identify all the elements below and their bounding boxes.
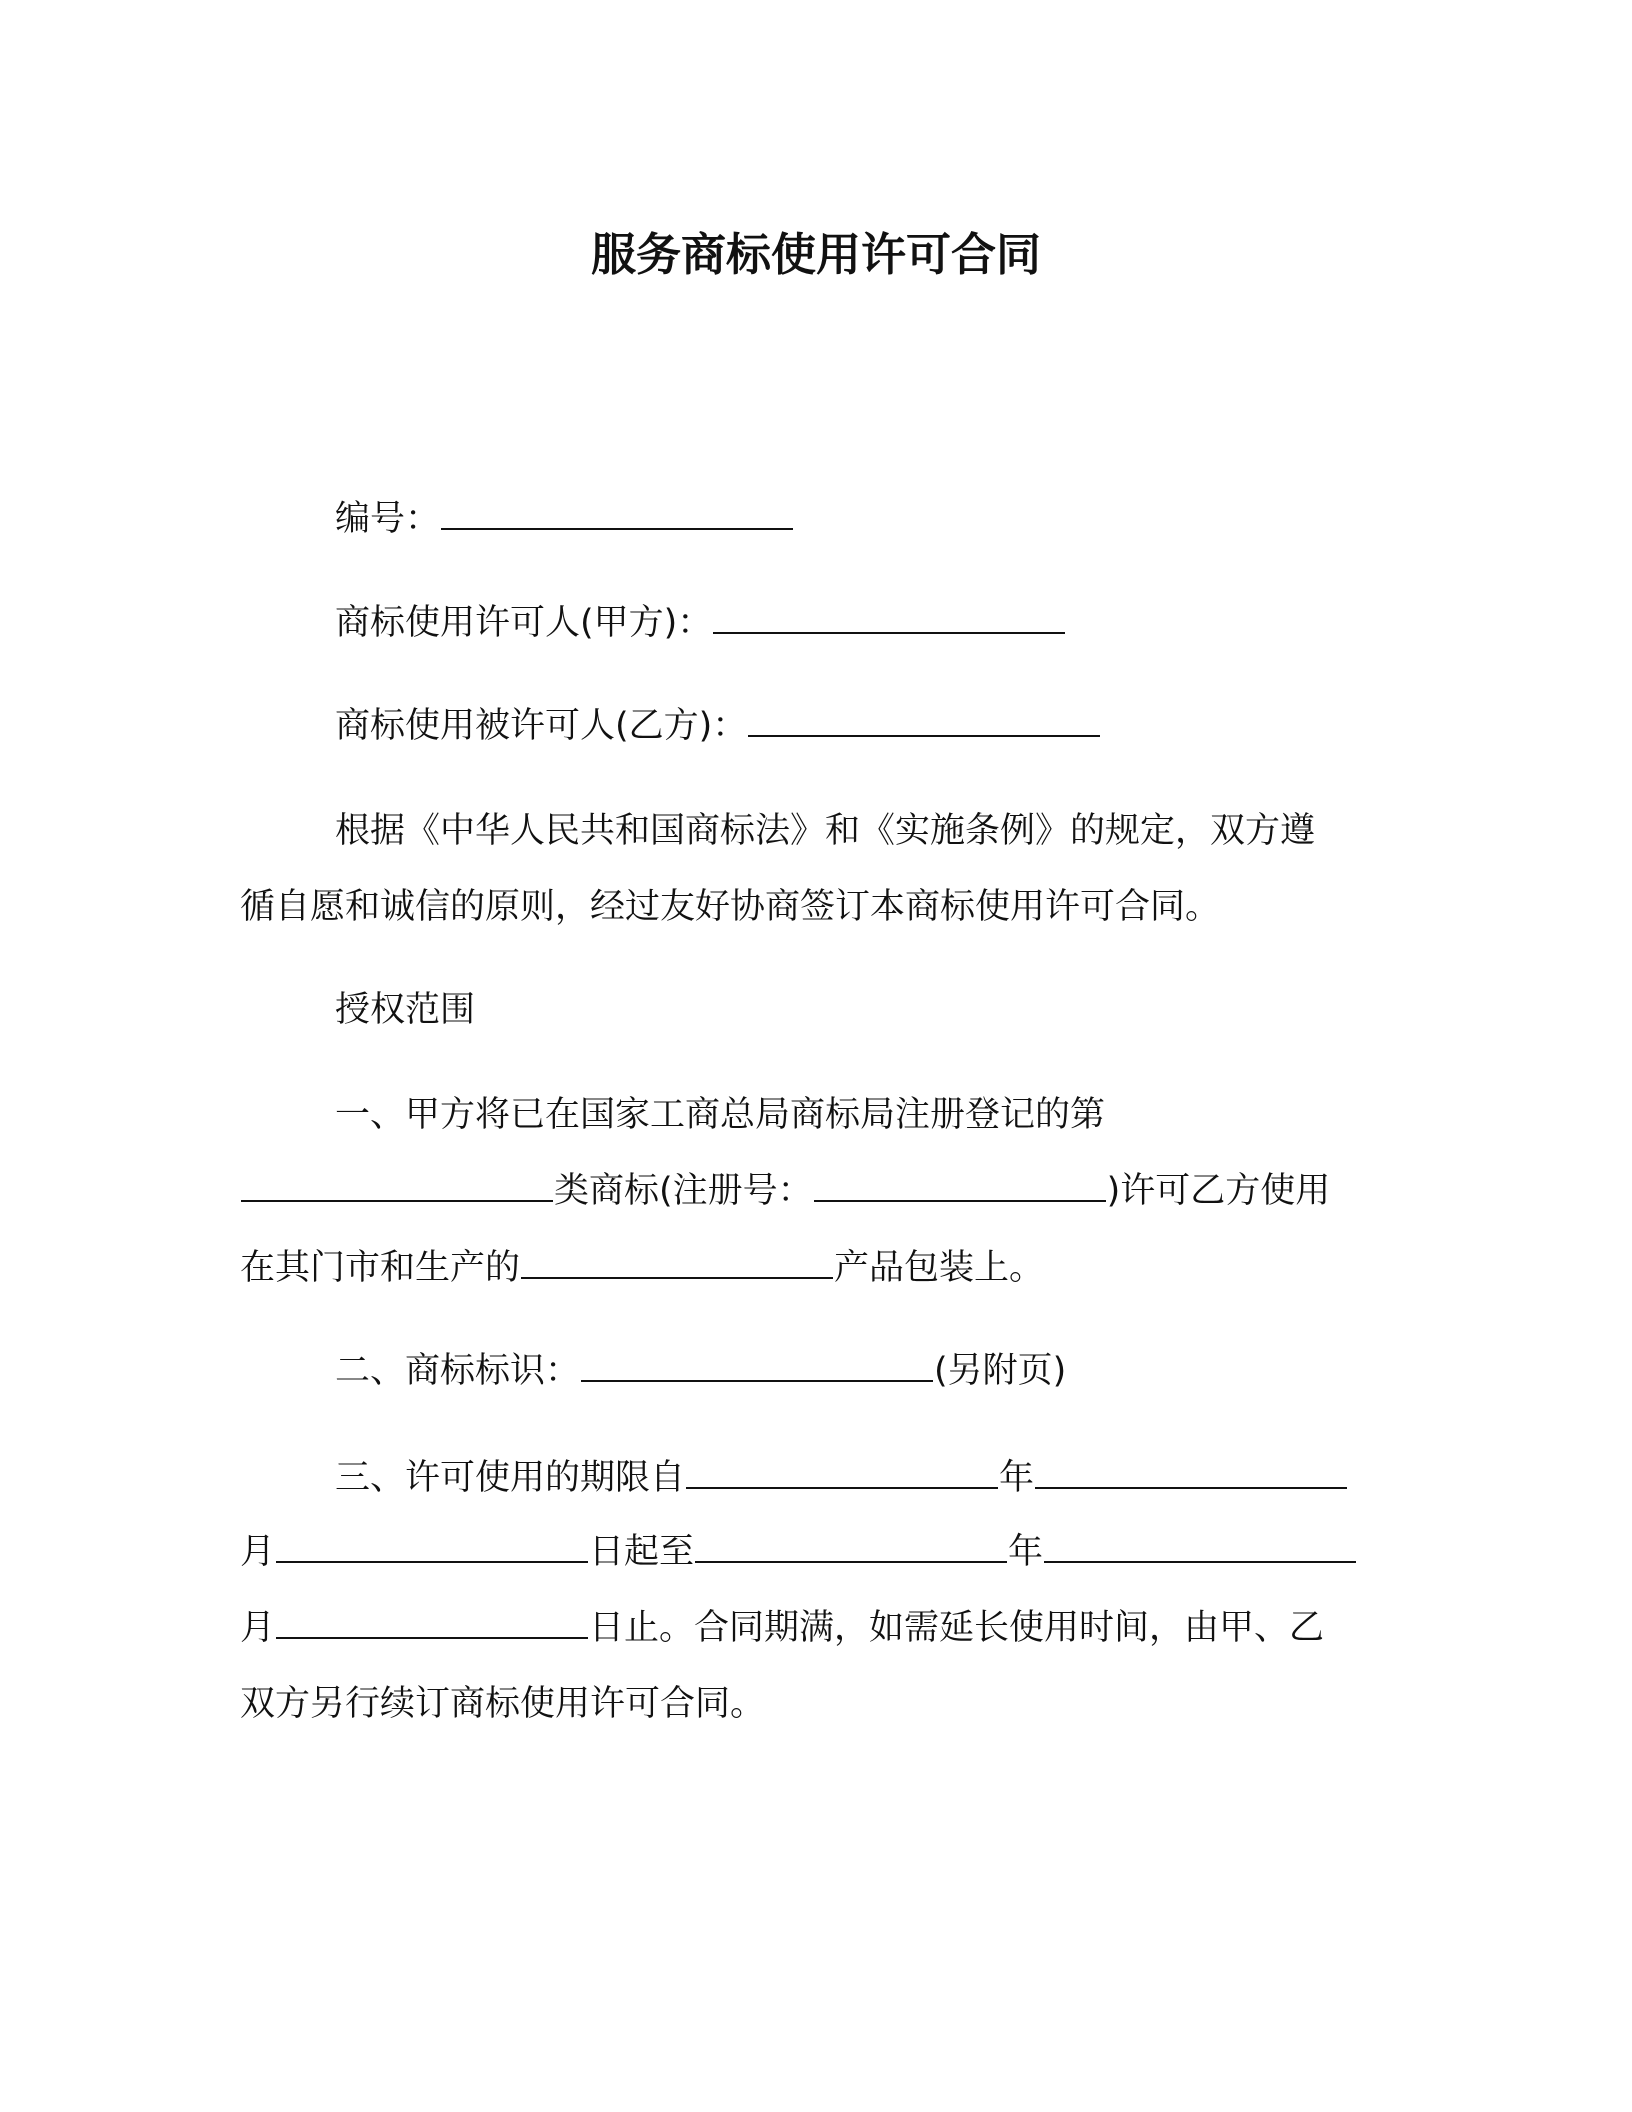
licensee-blank[interactable]: [748, 701, 1100, 737]
clause1-permit-text: )许可乙方使用: [1106, 1171, 1331, 1211]
end-year-blank[interactable]: [695, 1527, 1007, 1563]
clause3-line-4: 双方另行续订商标使用许可合同。: [240, 1684, 766, 1724]
clause1-line-2: [240, 1166, 1330, 1216]
start-day-blank[interactable]: [276, 1527, 588, 1563]
start-month-blank[interactable]: [1035, 1453, 1347, 1489]
start-year-blank[interactable]: [686, 1453, 998, 1489]
clause3-day-until: 日止。合同期满，如需延长使用时间，由甲、乙: [589, 1608, 1325, 1648]
clause1-line-3: [240, 1243, 1044, 1293]
preamble-line-1: 根据《中华人民共和国商标法》和《实施条例》的规定，双方遵: [335, 811, 1316, 851]
clause3-line-1: [335, 1453, 1348, 1503]
clause1-line3-start: 在其门市和生产的: [240, 1248, 521, 1288]
clause3-year-label-2: 年: [1008, 1532, 1044, 1572]
trademark-mark-blank[interactable]: [581, 1346, 933, 1382]
contract-number-line: [335, 494, 794, 544]
clause3-day-from: 日起至: [589, 1532, 695, 1572]
licensor-line: [335, 598, 1066, 648]
clause3-line-3: [240, 1603, 1324, 1653]
registration-number-blank[interactable]: [814, 1166, 1106, 1202]
clause2-suffix: (另附页): [934, 1351, 1067, 1391]
end-month-blank[interactable]: [1044, 1527, 1356, 1563]
document-title: 服务商标使用许可合同: [590, 228, 1041, 281]
clause1-class-text: 类商标(注册号：: [554, 1171, 813, 1211]
contract-number-label: 编号：: [335, 499, 441, 539]
clause3-month-label-2: 月: [240, 1608, 276, 1648]
end-day-blank[interactable]: [276, 1603, 588, 1639]
contract-number-blank[interactable]: [441, 494, 793, 530]
preamble-line-2: 循自愿和诚信的原则，经过友好协商签订本商标使用许可合同。: [240, 887, 1221, 927]
trademark-class-blank[interactable]: [241, 1166, 553, 1202]
clause1-line-1: 一、甲方将已在国家工商总局商标局注册登记的第: [335, 1095, 1106, 1135]
licensor-blank[interactable]: [713, 598, 1065, 634]
clause2-label: 二、商标标识：: [335, 1351, 581, 1391]
clause1-line3-end: 产品包装上。: [834, 1248, 1045, 1288]
clause2-line: [335, 1346, 1066, 1396]
section-heading: 授权范围: [335, 990, 476, 1030]
licensee-label: 商标使用被许可人(乙方)：: [335, 706, 748, 746]
licensee-line: [335, 701, 1101, 751]
product-blank[interactable]: [521, 1243, 833, 1279]
clause3-start: 三、许可使用的期限自: [335, 1458, 686, 1498]
clause3-line-2: [240, 1527, 1357, 1577]
clause3-month-label-1: 月: [240, 1532, 276, 1572]
licensor-label: 商标使用许可人(甲方)：: [335, 603, 713, 643]
clause3-year-label-1: 年: [999, 1458, 1035, 1498]
